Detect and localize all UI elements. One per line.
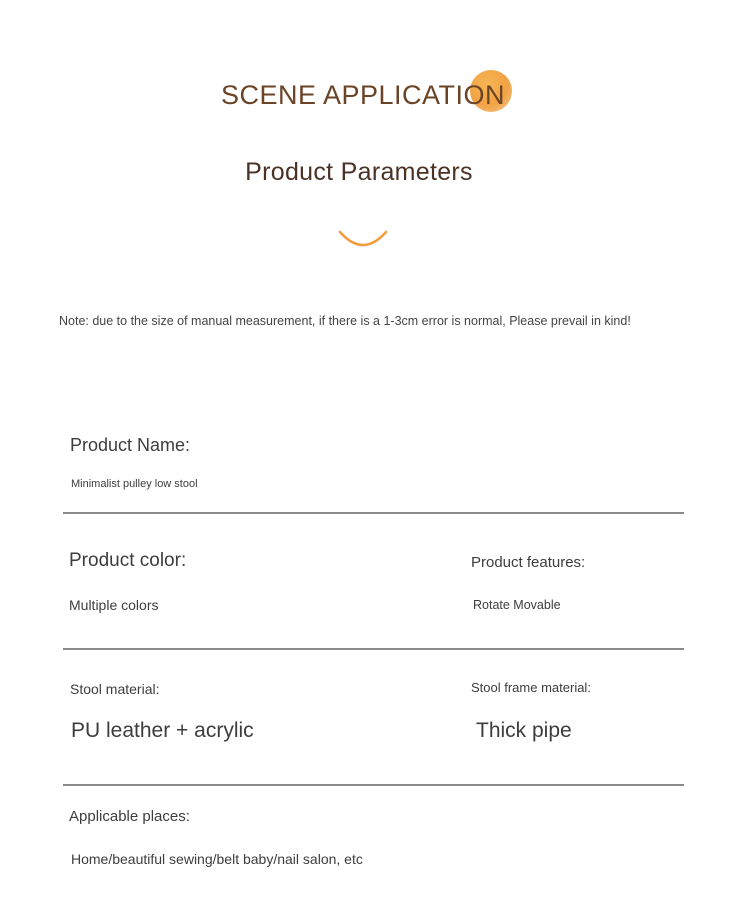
product-color-value: Multiple colors [69, 597, 159, 613]
product-name-value: Minimalist pulley low stool [71, 478, 198, 490]
stool-frame-material-value: Thick pipe [476, 719, 572, 742]
stool-frame-material-label: Stool frame material: [471, 680, 591, 695]
page-title: SCENE APPLICATION [220, 80, 506, 110]
applicable-places-value: Home/beautiful sewing/belt baby/nail salon, etc [71, 851, 363, 867]
measurement-note: Note: due to the size of manual measurement, if there is a 1-3cm error is normal, Please prevail in kind! [59, 314, 631, 328]
product-name-label: Product Name: [70, 435, 191, 455]
title-block [0, 68, 750, 124]
product-color-label: Product color: [69, 550, 187, 571]
stool-material-value: PU leather + acrylic [71, 719, 254, 742]
stool-material-label: Stool material: [70, 681, 160, 697]
divider [63, 784, 684, 786]
applicable-places-label: Applicable places: [69, 808, 190, 825]
product-features-label: Product features: [471, 554, 586, 571]
section-subtitle: Product Parameters [245, 158, 473, 186]
product-features-value: Rotate Movable [473, 598, 561, 612]
divider [63, 648, 684, 650]
divider [63, 512, 684, 514]
smile-arc-icon [336, 222, 390, 252]
